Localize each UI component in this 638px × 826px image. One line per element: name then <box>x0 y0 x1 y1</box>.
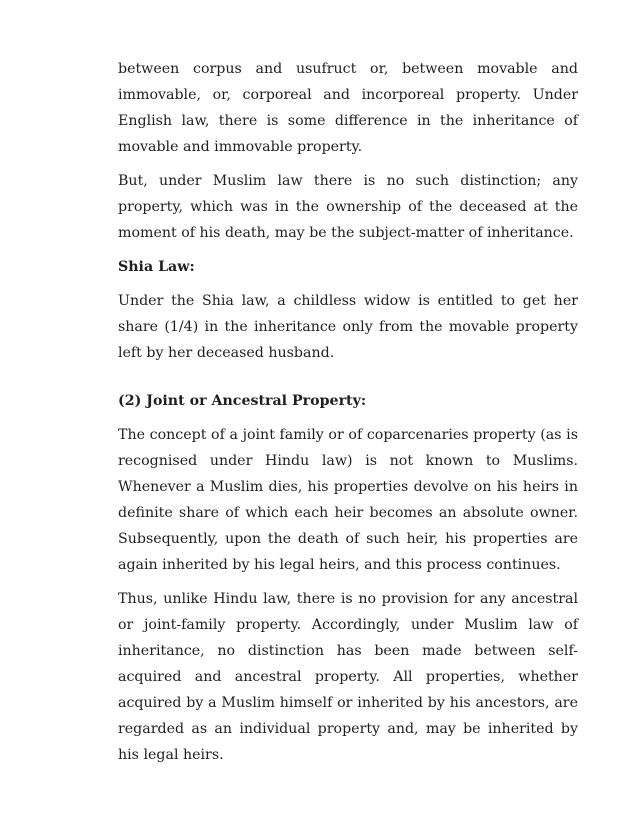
paragraph-no-ancestral-property: Thus, unlike Hindu law, there is no provision for any ancestral or joint-family property. Accordingly, under Muslim law of inheritance, no distinction has been made between self-acquired and ancestral property. All properties, whether acquired by a Muslim himself or inherited by his ancestors, are regarded as an individual property and, may be inherited by his legal heirs. <box>118 591 578 763</box>
paragraph-muslim-law-no-distinction: But, under Muslim law there is no such distinction; any property, which was in the ownership of the deceased at the moment of his death, may be the subject-matter of inheritance. <box>118 173 578 241</box>
paragraph-joint-family-concept: The concept of a joint family or of coparcenaries property (as is recognised under Hindu law) is not known to Muslims. Whenever a Muslim dies, his properties devolve on his heirs in definite share of which each heir becomes an absolute owner. Subsequently, upon the death of such heir, his properties are again inherited by his legal heirs, and this process continues. <box>118 427 578 573</box>
paragraph-shia-widow-share: Under the Shia law, a childless widow is entitled to get her share (1/4) in the inheritance only from the movable property left by her deceased husband. <box>118 293 578 361</box>
document-page <box>118 56 578 776</box>
paragraph-property-distinction: between corpus and usufruct or, between movable and immovable, or, corporeal and incorporeal property. Under English law, there is some difference in the inheritance of movable and immovable property. <box>118 61 578 155</box>
heading-joint-ancestral-property: (2) Joint or Ancestral Property: <box>118 393 367 409</box>
heading-shia-law: Shia Law: <box>118 259 195 275</box>
